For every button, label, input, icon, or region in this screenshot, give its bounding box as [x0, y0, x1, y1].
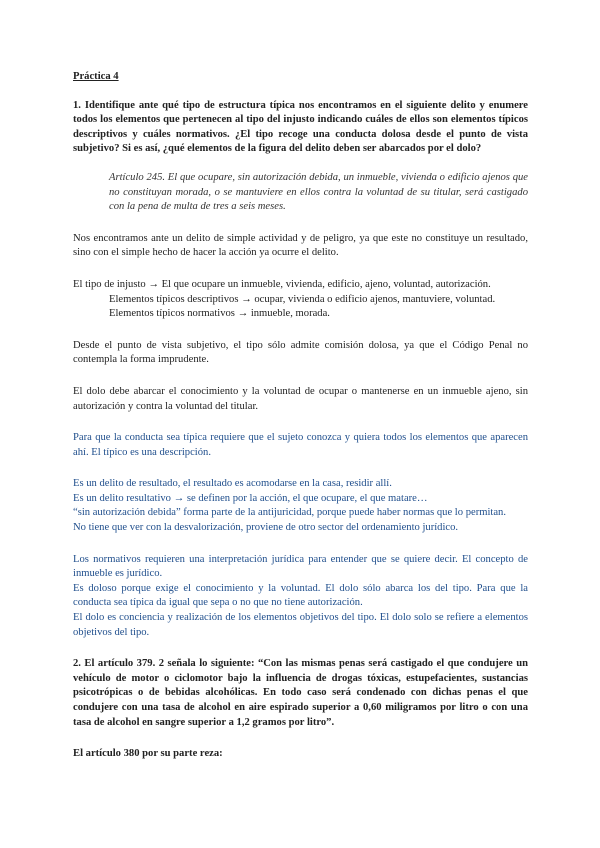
blue-note-2-line: Es un delito resultativo → se definen por la acción, el que ocupare, el que matare…	[73, 492, 428, 504]
article-245-quote: Artículo 245. El que ocupare, sin autorización debida, un inmueble, vivienda o edificio ajenos que no constituyan morada, o se mantuviere en ellos contra la voluntad de su titular, será castigado con la pena de multa de tres a seis meses.	[109, 171, 528, 213]
paragraph-dolo: El dolo debe abarcar el conocimiento y la voluntad de ocupar o mantenerse en un inmueble ajeno, sin autorización y contra la voluntad del titular.	[73, 385, 528, 412]
blue-note-3-line: Es doloso porque exige el conocimiento y la voluntad. El dolo sólo abarca los del tipo. Para que la conducta sea típica da igual que sepa o no que no tiene autorización.	[73, 582, 528, 609]
paragraph-subjetivo: Desde el punto de vista subjetivo, el tipo sólo admite comisión dolosa, ya que el Código Penal no contempla la forma imprudente.	[73, 339, 528, 366]
paragraph-delito-actividad: Nos encontramos ante un delito de simple actividad y de peligro, ya que este no constituye un resultado, sino con el simple hecho de hacer la acción ya ocurre el delito.	[73, 232, 528, 259]
question-1: 1. Identifique ante qué tipo de estructura típica nos encontramos en el siguiente delito y enumere todos los elementos que pertenecen al tipo del injusto indicando cuáles de ellos son elementos típicos descriptivos y cuáles normativos. ¿El tipo recoge una conducta dolosa desde el punto de vista subjetivo? Si es así, ¿qué elementos de la figura del delito deben ser abarcados por el dolo?	[73, 99, 528, 155]
question-2: 2. El artículo 379. 2 señala lo siguiente: “Con las mismas penas será castigado el que condujere un vehículo de motor o ciclomotor bajo la influencia de drogas tóxicas, estupefacientes, sustancias psicotrópicas o de bebidas alcohólicas. En todo caso será condenado con dichas penas el que condujere con una tasa de alcohol en aire espirado superior a 0,60 miligramos por litro o con una tasa de alcohol en sangre superior a 1,2 gramos por litro”.	[73, 658, 528, 728]
descriptivos-line: Elementos típicos descriptivos → ocupar, vivienda o edificio ajenos, mantuviere, voluntad.	[109, 293, 496, 305]
tipo-injusto-line: El tipo de injusto → El que ocupare un inmueble, vivienda, edificio, ajeno, voluntad, autorización.	[73, 278, 491, 290]
blue-note-2-line: Es un delito de resultado, el resultado es acomodarse en la casa, residir allí.	[73, 478, 392, 490]
page-title: Práctica 4	[73, 71, 119, 82]
blue-note-2-line: No tiene que ver con la desvalorización, proviene de otro sector del ordenamiento jurídico.	[73, 522, 459, 534]
article-380-heading: El artículo 380 por su parte reza:	[73, 748, 223, 760]
document-page	[73, 70, 528, 762]
blue-note-3-line: Los normativos requieren una interpretación jurídica para entender que se quiere decir. El concepto de inmueble es jurídico.	[73, 553, 528, 580]
blue-note-2-line: “sin autorización debida” forma parte de la antijuricidad, porque puede haber normas que lo permitan.	[73, 507, 506, 519]
blue-note-1: Para que la conducta sea típica requiere que el sujeto conozca y quiera todos los elementos que aparecen ahí. El típico es una descripción.	[73, 432, 528, 458]
blue-note-3-line: El dolo es conciencia y realización de los elementos objetivos del tipo. El dolo solo se refiere a elementos objetivos del tipo.	[73, 612, 528, 638]
normativos-line: Elementos típicos normativos → inmueble, morada.	[109, 308, 330, 320]
